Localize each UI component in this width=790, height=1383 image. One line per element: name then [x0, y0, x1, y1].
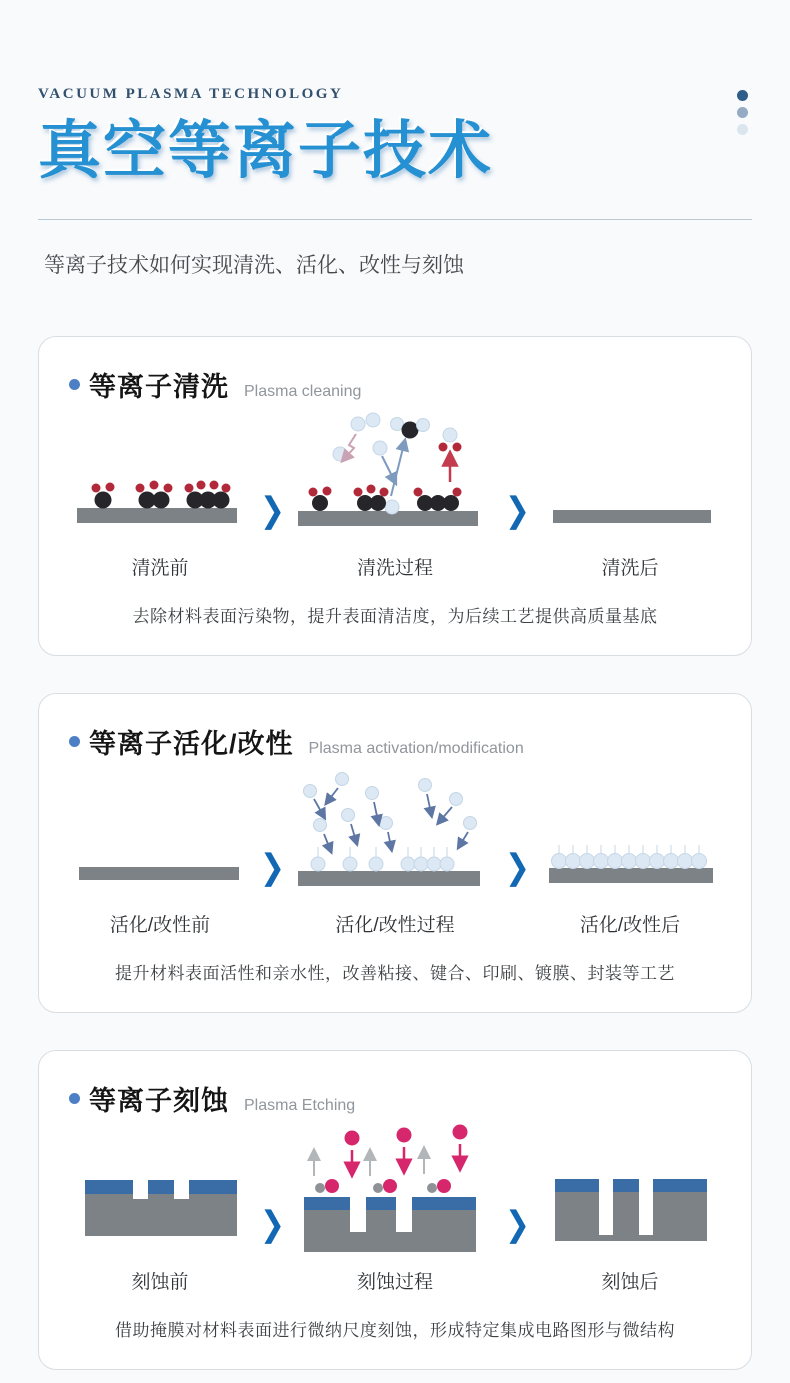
- diagram-activation-before: [65, 765, 255, 900]
- stages-row: [65, 765, 725, 937]
- diagram-cleaning-process: [290, 408, 500, 543]
- card-plasma-activation: [38, 693, 752, 1013]
- dot-medium-icon: [737, 107, 748, 118]
- stage-after-activation: [535, 765, 725, 937]
- chevron-right-icon: ❯: [259, 848, 286, 887]
- card-description: 提升材料表面活性和亲水性，改善粘接、键合、印刷、镀膜、封装等工艺: [115, 964, 675, 984]
- stages-row: [65, 408, 725, 580]
- stage-label: 活化/改性前: [109, 915, 211, 937]
- page-subtitle: 等离子技术如何实现清洗、活化、改性与刻蚀: [44, 254, 464, 278]
- stage-label: 清洗过程: [356, 558, 433, 580]
- chevron-right-icon: ❯: [259, 1205, 286, 1244]
- diagram-activation-process: [290, 765, 500, 900]
- stage-cleaning-process: [290, 408, 500, 580]
- chevron-right-icon: ❯: [504, 848, 531, 887]
- diagram-cleaning-after: [535, 408, 725, 543]
- card-description: 借助掩膜对材料表面进行微纳尺度刻蚀，形成特定集成电路图形与微结构: [115, 1321, 675, 1341]
- stage-after-cleaning: [535, 408, 725, 580]
- bullet-icon: [69, 1093, 80, 1104]
- stage-label: 清洗后: [601, 558, 659, 580]
- card-title: 等离子活化/改性: [89, 729, 294, 760]
- diagram-etching-before: [65, 1122, 255, 1257]
- stage-label: 刻蚀前: [131, 1272, 189, 1294]
- stages-row: [65, 1122, 725, 1294]
- card-description: 去除材料表面污染物，提升表面清洁度，为后续工艺提供高质量基底: [132, 607, 658, 627]
- card-plasma-etching: [38, 1050, 752, 1370]
- decor-dots-icon: [737, 90, 748, 135]
- diagram-cleaning-before: [65, 408, 255, 543]
- card-title: 等离子清洗: [89, 372, 229, 403]
- stage-label: 刻蚀后: [601, 1272, 659, 1294]
- stage-etching-process: [290, 1122, 500, 1294]
- card-title-en: Plasma Etching: [244, 1097, 356, 1115]
- dot-dark-icon: [737, 90, 748, 101]
- stage-label: 刻蚀过程: [356, 1272, 433, 1294]
- stage-label: 活化/改性过程: [335, 915, 455, 937]
- diagram-activation-after: [535, 765, 725, 900]
- card-header: [69, 365, 725, 404]
- card-header: [69, 1079, 725, 1118]
- stage-before-cleaning: [65, 408, 255, 580]
- bullet-icon: [69, 736, 80, 747]
- chevron-right-icon: ❯: [259, 491, 286, 530]
- card-header: [69, 722, 725, 761]
- diagram-etching-after: [535, 1122, 725, 1257]
- stage-label: 清洗前: [131, 558, 189, 580]
- chevron-right-icon: ❯: [504, 491, 531, 530]
- stage-activation-process: [290, 765, 500, 937]
- eyebrow-text: VACUUM PLASMA TECHNOLOGY: [38, 86, 344, 102]
- card-title-en: Plasma cleaning: [244, 383, 362, 401]
- card-title: 等离子刻蚀: [89, 1086, 229, 1117]
- card-title-en: Plasma activation/modification: [308, 740, 524, 758]
- stage-before-activation: [65, 765, 255, 937]
- stage-before-etching: [65, 1122, 255, 1294]
- stage-label: 活化/改性后: [579, 915, 681, 937]
- dot-light-icon: [737, 124, 748, 135]
- stage-after-etching: [535, 1122, 725, 1294]
- page-title: 真空等离子技术: [38, 116, 493, 186]
- diagram-etching-process: [290, 1122, 500, 1257]
- bullet-icon: [69, 379, 80, 390]
- chevron-right-icon: ❯: [504, 1205, 531, 1244]
- divider: [38, 219, 752, 220]
- page-header: [0, 0, 790, 279]
- card-plasma-cleaning: [38, 336, 752, 656]
